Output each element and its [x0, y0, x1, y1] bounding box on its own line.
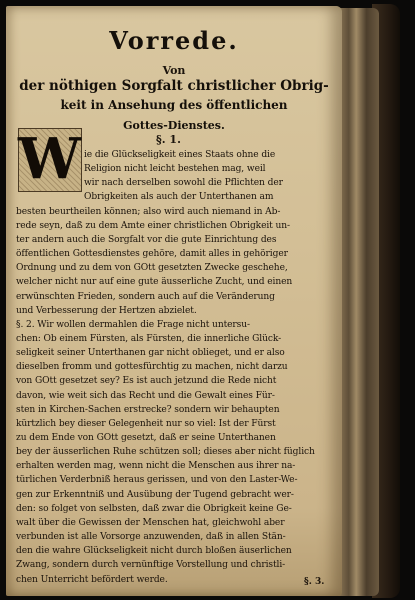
- text-line: gen zur Erkenntniß und Ausübung der Tugend gebracht wer-: [16, 489, 294, 500]
- text-line: wir nach derselben sowohl die Pflichten der: [84, 178, 283, 189]
- text-line: welcher nicht nur auf eine gute äusserliche Zucht, und einen: [16, 277, 293, 288]
- text-line: dieselben fromm und gottesfürchtig zu machen, nicht darzu: [16, 362, 288, 373]
- text-line: rede seyn, daß zu dem Amte einer christlichen Obrigkeit un-: [16, 220, 290, 231]
- text-line: von GOtt gesetzet sey? Es ist auch jetzund die Rede nicht: [16, 376, 277, 387]
- title-line-text: keit in Ansehung des öffentlichen: [60, 98, 288, 112]
- decorated-initial: [18, 128, 80, 190]
- text-line: zu dem Ende von GOtt gesetzt, daß er seine Unterthanen: [16, 433, 276, 443]
- title-line-2: [6, 98, 342, 112]
- text-line: bey der äusserlichen Ruhe schützen soll; dieses aber nicht füglich: [16, 447, 315, 458]
- text-line: den die wahre Glückseligkeit nicht durch bloßen äuserlichen: [16, 546, 292, 557]
- title-line-1: [6, 78, 342, 94]
- text-line: Religion nicht leicht bestehen mag, weil: [84, 164, 266, 175]
- text-line: chen: Ob einem Fürsten, als Fürsten, die innerliche Glück-: [16, 334, 282, 344]
- text-line: walt über die Gewissen der Menschen hat, gleichwohl aber: [16, 517, 285, 528]
- text-line: erhalten werden mag, wenn nicht die Menschen aus ihrer na-: [16, 461, 296, 472]
- text-line: ter andern auch die Sorgfalt vor die gute Einrichtung des: [16, 234, 277, 245]
- title-line-text: Gottes-Dienstes.: [123, 119, 225, 132]
- text-line: kürtzlich bey dieser Gelegenheit nur so viel: Ist der Fürst: [16, 418, 276, 429]
- page-edges: [337, 8, 379, 596]
- catchword: §. 3.: [304, 577, 325, 587]
- title-line-text: der nöthigen Sorgfalt christlicher Obrig-: [19, 78, 329, 94]
- text-line: Ordnung und zu dem von GOtt gesetzten Zwecke geschehe,: [16, 263, 288, 274]
- text-line: öffentlichen Gottesdienstes gehöre, damit alles in gehöriger: [16, 249, 288, 260]
- text-line: Obrigkeiten als auch der Unterthanen am: [84, 192, 274, 203]
- title-von: Von: [162, 64, 186, 77]
- text-line: verbunden ist alle Vorsorge anzuwenden, daß in allen Stän-: [16, 532, 286, 542]
- text-line: erwünschten Frieden, sondern auch auf die Veränderung: [16, 291, 275, 302]
- text-line: und Verbesserung der Hertzen abzielet.: [16, 305, 197, 316]
- book-page: [6, 6, 342, 596]
- text-line: chen Unterricht befördert werde.: [16, 574, 168, 585]
- text-line: sten in Kirchen-Sachen erstrecke? sondern wir behaupten: [16, 404, 280, 415]
- text-line: §. 2. Wir wollen dermahlen die Frage nicht untersu-: [16, 319, 250, 330]
- section-mark: §. 1.: [156, 133, 181, 146]
- text-line: den: so folget von selbsten, daß zwar die Obrigkeit keine Ge-: [16, 503, 292, 514]
- text-line: Zwang, sondern durch vernünftige Vorstellung und christli-: [16, 560, 286, 571]
- page-heading: Vorrede.: [109, 26, 239, 55]
- text-line: davon, wie weit sich das Recht und die Gewalt eines Für-: [16, 390, 275, 401]
- text-line: besten beurtheilen können; also wird auch niemand in Ab-: [16, 206, 281, 217]
- initial-letter: W: [18, 126, 81, 192]
- text-line: ie die Glückseligkeit eines Staats ohne die: [84, 150, 276, 160]
- text-line: seligkeit seiner Unterthanen gar nicht oblieget, und er also: [16, 348, 285, 359]
- text-line: türlichen Verderbniß heraus gerissen, und von den Laster-We-: [16, 475, 298, 486]
